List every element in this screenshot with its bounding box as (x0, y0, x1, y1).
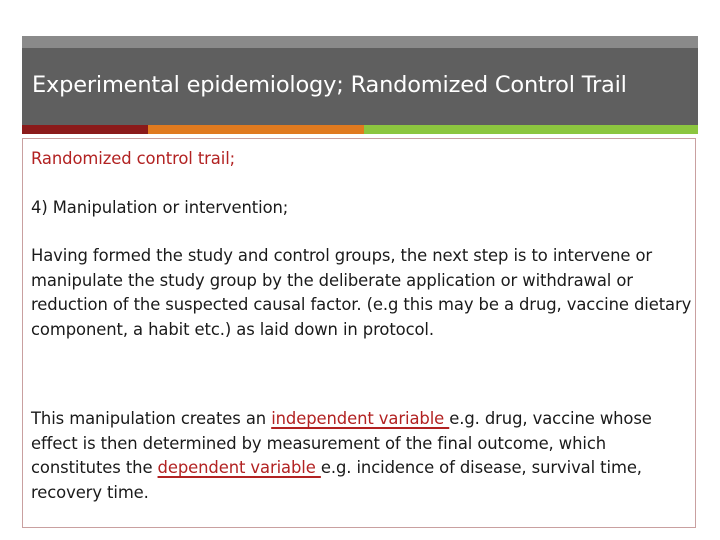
accent-bar-green (364, 125, 698, 134)
paragraph-variables-part-2: e.g. drug, vaccine whose effect is then determined by measurement of the final outcome, which constitutes the (31, 409, 652, 478)
slide-title: Experimental epidemiology; Randomized Control Trail (32, 72, 627, 98)
top-strip (22, 36, 698, 48)
content-box (22, 138, 696, 528)
paragraph-variables (31, 407, 695, 505)
term-independent-variable: independent variable (271, 409, 450, 428)
subheading: Randomized control trail; (31, 149, 236, 168)
paragraph-intervention: Having formed the study and control groups, the next step is to intervene or manipulate the study group by the deliberate application or withdrawal or reduction of the suspected causal factor. (e.g this may be a drug, vaccine dietary component, a habit etc.) as laid down in protocol. (31, 246, 692, 339)
title-bar (22, 48, 698, 125)
accent-bar-red (22, 125, 148, 134)
paragraph-variables-part-3: e.g. incidence of disease, survival time, recovery time. (31, 458, 642, 502)
point-heading: 4) Manipulation or intervention; (31, 198, 289, 217)
term-dependent-variable: dependent variable (157, 458, 321, 478)
accent-bar-orange (148, 125, 364, 134)
paragraph-variables-part-1: This manipulation creates an (31, 409, 272, 428)
